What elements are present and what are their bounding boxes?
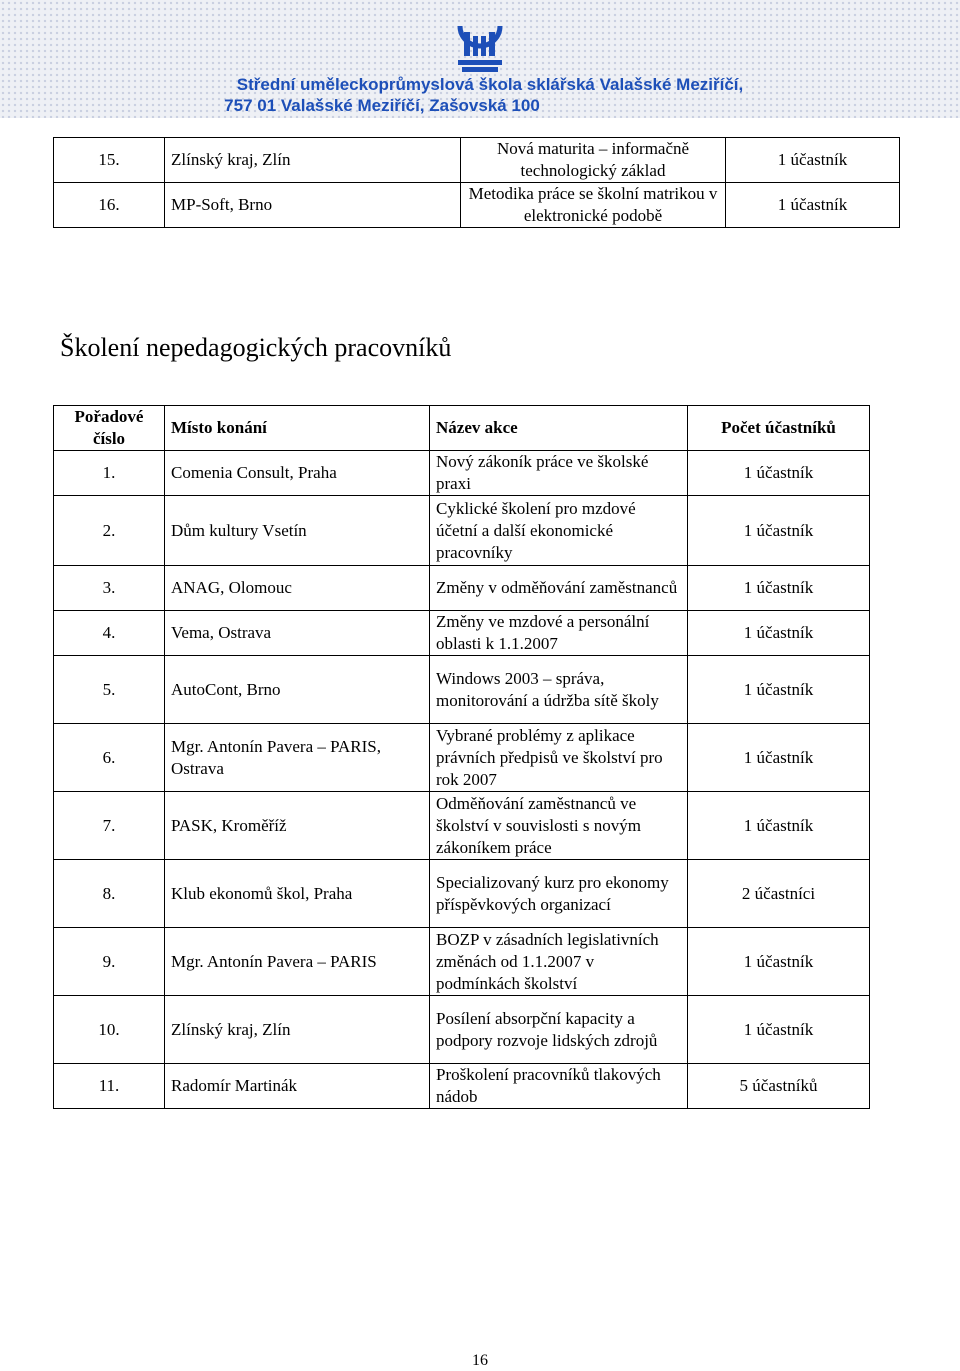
venue-cell: AutoCont, Brno: [165, 656, 430, 724]
venue-cell: MP-Soft, Brno: [165, 183, 461, 228]
row-number: 7.: [54, 792, 165, 860]
table-row: [54, 792, 870, 860]
table-header-row: [54, 406, 870, 451]
table-row: [54, 860, 870, 928]
row-number: 2.: [54, 496, 165, 566]
venue-cell: Dům kultury Vsetín: [165, 496, 430, 566]
page-number: 16: [472, 1352, 488, 1369]
header-event-name: Název akce: [430, 406, 688, 451]
venue-cell: Klub ekonomů škol, Praha: [165, 860, 430, 928]
venue-cell: Mgr. Antonín Pavera – PARIS: [165, 928, 430, 996]
row-number: 5.: [54, 656, 165, 724]
school-logo-icon: [452, 22, 508, 74]
table-row: [54, 724, 870, 792]
event-name-cell: Metodika práce se školní matrikou v elektronické podobě: [461, 183, 726, 228]
event-name-cell: Proškolení pracovníků tlakových nádob: [430, 1064, 688, 1109]
table-row: [54, 656, 870, 724]
event-name-cell: Změny ve mzdové a personální oblasti k 1.1.2007: [430, 611, 688, 656]
venue-cell: Mgr. Antonín Pavera – PARIS, Ostrava: [165, 724, 430, 792]
venue-cell: Vema, Ostrava: [165, 611, 430, 656]
participants-cell: 1 účastník: [688, 724, 870, 792]
table-row: [54, 996, 870, 1064]
table-row: [54, 138, 900, 183]
event-name-cell: Windows 2003 – správa, monitorování a údržba sítě školy: [430, 656, 688, 724]
participants-cell: 1 účastník: [688, 496, 870, 566]
row-number: 16.: [54, 183, 165, 228]
table-row: [54, 451, 870, 496]
event-name-cell: Cyklické školení pro mzdové účetní a další ekonomické pracovníky: [430, 496, 688, 566]
event-name-cell: Nový zákoník práce ve školské praxi: [430, 451, 688, 496]
participants-cell: 1 účastník: [688, 996, 870, 1064]
header-order-number: Pořadové číslo: [54, 406, 165, 451]
venue-cell: Comenia Consult, Praha: [165, 451, 430, 496]
table-row: [54, 566, 870, 611]
row-number: 4.: [54, 611, 165, 656]
row-number: 3.: [54, 566, 165, 611]
row-number: 6.: [54, 724, 165, 792]
participants-cell: 1 účastník: [688, 928, 870, 996]
table-row: [54, 496, 870, 566]
venue-cell: PASK, Kroměříž: [165, 792, 430, 860]
participants-cell: 1 účastník: [688, 566, 870, 611]
event-name-cell: Změny v odměňování zaměstnanců: [430, 566, 688, 611]
row-number: 1.: [54, 451, 165, 496]
event-name-cell: Nová maturita – informačně technologický základ: [461, 138, 726, 183]
row-number: 10.: [54, 996, 165, 1064]
continued-training-table: [53, 137, 900, 228]
venue-cell: Zlínský kraj, Zlín: [165, 996, 430, 1064]
school-name: Střední uměleckoprůmyslová škola sklářská Valašské Meziříčí,: [236, 75, 744, 94]
row-number: 11.: [54, 1064, 165, 1109]
header-venue: Místo konání: [165, 406, 430, 451]
table-row: [54, 183, 900, 228]
participants-cell: 5 účastníků: [688, 1064, 870, 1109]
table-row: [54, 611, 870, 656]
event-name-cell: BOZP v zásadních legislativních změnách od 1.1.2007 v podmínkách školství: [430, 928, 688, 996]
row-number: 15.: [54, 138, 165, 183]
venue-cell: Zlínský kraj, Zlín: [165, 138, 461, 183]
participants-cell: 2 účastníci: [688, 860, 870, 928]
section-title: Školení nepedagogických pracovníků: [60, 333, 452, 362]
participants-cell: 1 účastník: [688, 451, 870, 496]
participants-cell: 1 účastník: [726, 138, 900, 183]
table-row: [54, 928, 870, 996]
venue-cell: Radomír Martinák: [165, 1064, 430, 1109]
school-address: 757 01 Valašské Meziříčí, Zašovská 100: [224, 96, 540, 115]
table-row: [54, 1064, 870, 1109]
row-number: 8.: [54, 860, 165, 928]
header-participants: Počet účastníků: [688, 406, 870, 451]
event-name-cell: Vybrané problémy z aplikace právních předpisů ve školství pro rok 2007: [430, 724, 688, 792]
participants-cell: 1 účastník: [688, 656, 870, 724]
event-name-cell: Odměňování zaměstnanců ve školství v souvislosti s novým zákoníkem práce: [430, 792, 688, 860]
participants-cell: 1 účastník: [688, 611, 870, 656]
non-teaching-staff-training-table: [53, 405, 870, 1109]
participants-cell: 1 účastník: [726, 183, 900, 228]
participants-cell: 1 účastník: [688, 792, 870, 860]
venue-cell: ANAG, Olomouc: [165, 566, 430, 611]
event-name-cell: Posílení absorpční kapacity a podpory rozvoje lidských zdrojů: [430, 996, 688, 1064]
event-name-cell: Specializovaný kurz pro ekonomy příspěvkových organizací: [430, 860, 688, 928]
row-number: 9.: [54, 928, 165, 996]
